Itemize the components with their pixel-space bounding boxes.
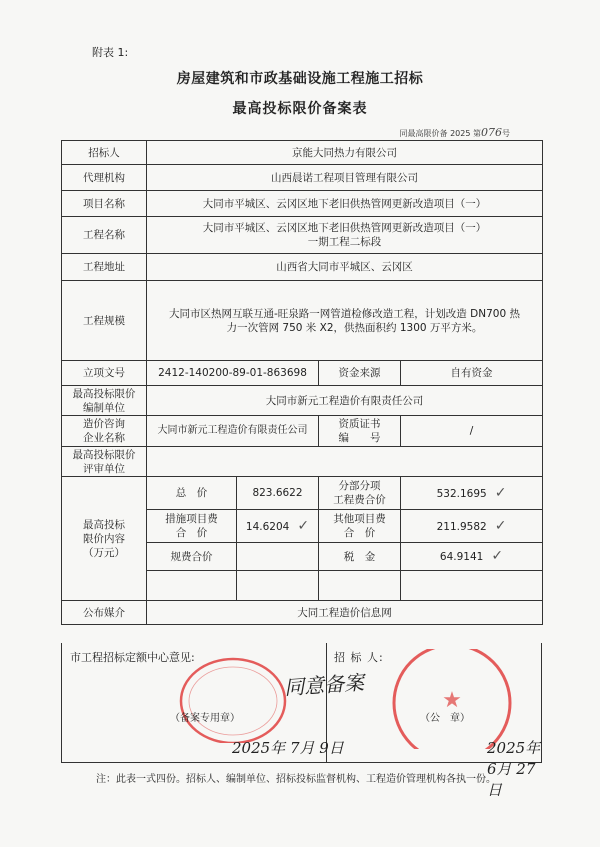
fund-source-label: 资金来源 bbox=[319, 361, 401, 386]
check-mark-icon: ✓ bbox=[494, 517, 507, 534]
measure-label bbox=[147, 510, 237, 543]
price-label-line1: 最高投标 bbox=[83, 518, 125, 531]
site-label: 工程地址 bbox=[62, 254, 147, 281]
approval-label: 立项文号 bbox=[62, 361, 147, 386]
row-reviewer bbox=[62, 447, 543, 477]
site-value: 山西省大同市平城区、云冈区 bbox=[147, 254, 543, 281]
filing-seal bbox=[178, 653, 288, 743]
reviewer-label-line2: 评审单位 bbox=[83, 462, 125, 475]
engineering-name-line2: 一期工程二标段 bbox=[307, 236, 382, 248]
reviewer-label-line1: 最高投标限价 bbox=[72, 448, 136, 461]
agency-value: 山西晨诺工程项目管理有限公司 bbox=[147, 165, 543, 191]
tax-label: 税 金 bbox=[319, 543, 401, 571]
sub-item-label-line2: 工程费合价 bbox=[333, 494, 386, 506]
other-value-cell bbox=[401, 510, 543, 543]
row-approval bbox=[62, 361, 543, 386]
cert-label-line2: 编 号 bbox=[338, 432, 381, 444]
company-seal-label: （公 章） bbox=[420, 713, 470, 724]
doc-number-prefix: 同最高限价备 2025 第 bbox=[399, 129, 481, 138]
engineering-name-label: 工程名称 bbox=[62, 217, 147, 254]
consult-value: 大同市新元工程造价有限责任公司 bbox=[147, 416, 319, 447]
compiler-value: 大同市新元工程造价有限责任公司 bbox=[147, 386, 543, 416]
compiler-label bbox=[62, 386, 147, 416]
center-opinion-title: 市工程招标定额中心意见: bbox=[70, 651, 195, 664]
row-engineering-name bbox=[62, 217, 543, 254]
row-price-total bbox=[62, 477, 543, 510]
form-title-line2: 最高投标限价备案表 bbox=[232, 101, 368, 117]
doc-number-value: 076 bbox=[481, 126, 502, 139]
check-mark-icon: ✓ bbox=[297, 517, 310, 534]
measure-label-line2: 合 价 bbox=[175, 527, 208, 539]
agency-label: 代理机构 bbox=[62, 165, 147, 191]
fee-value bbox=[237, 543, 319, 571]
tax-value: 64.9141 bbox=[439, 551, 484, 563]
row-site bbox=[62, 254, 543, 281]
blank-cell bbox=[401, 571, 543, 601]
filing-date: 2025年 7月 9日 bbox=[232, 739, 344, 757]
attachment-label: 附表 1: bbox=[92, 46, 129, 59]
price-label-line3: （万元） bbox=[83, 546, 125, 559]
row-compiler bbox=[62, 386, 543, 416]
row-tenderer bbox=[62, 141, 543, 165]
blank-cell bbox=[237, 571, 319, 601]
filing-table bbox=[61, 140, 543, 625]
cert-label-line1: 资质证书 bbox=[338, 418, 381, 430]
approval-handwriting: 同意备案 bbox=[283, 670, 365, 700]
document-number bbox=[400, 126, 510, 139]
sub-item-label-line1: 分部分项 bbox=[338, 480, 381, 492]
sub-item-value: 532.1695 bbox=[436, 487, 487, 500]
price-label bbox=[62, 477, 147, 601]
total-price-label: 总 价 bbox=[147, 477, 237, 510]
row-media bbox=[62, 601, 543, 625]
scale-label: 工程规模 bbox=[62, 281, 147, 361]
row-scale bbox=[62, 281, 543, 361]
blank-cell bbox=[147, 571, 237, 601]
row-project-name bbox=[62, 191, 543, 217]
tax-value-cell bbox=[401, 543, 543, 571]
other-label-line1: 其他项目费 bbox=[333, 513, 386, 525]
form-title-line1: 房屋建筑和市政基础设施工程施工招标 bbox=[176, 71, 424, 87]
engineering-name-line1: 大同市平城区、云冈区地下老旧供热管网更新改造项目（一） bbox=[202, 222, 487, 234]
cert-value: / bbox=[401, 416, 543, 447]
media-label: 公布媒介 bbox=[62, 601, 147, 625]
scale-value bbox=[147, 281, 543, 361]
other-label-line2: 合 价 bbox=[343, 527, 376, 539]
media-value: 大同工程造价信息网 bbox=[147, 601, 543, 625]
compiler-label-line2: 编制单位 bbox=[83, 401, 125, 414]
fee-label: 规费合价 bbox=[147, 543, 237, 571]
row-consult bbox=[62, 416, 543, 447]
sub-item-value-cell bbox=[401, 477, 543, 510]
measure-value-cell bbox=[237, 510, 319, 543]
company-seal bbox=[382, 649, 522, 749]
scale-line2: 力一次管网 750 米 X2，供热面积约 1300 万平方米。 bbox=[226, 321, 483, 334]
doc-number-suffix: 号 bbox=[502, 129, 510, 138]
blank-cell bbox=[319, 571, 401, 601]
reviewer-value bbox=[147, 447, 543, 477]
tenderer-date: 2025年 6月 27日 bbox=[487, 739, 541, 799]
sub-item-label bbox=[319, 477, 401, 510]
consult-label bbox=[62, 416, 147, 447]
reviewer-label bbox=[62, 447, 147, 477]
check-mark-icon: ✓ bbox=[494, 484, 507, 501]
filing-seal-label: （备案专用章） bbox=[170, 713, 240, 724]
tenderer-value: 京能大同热力有限公司 bbox=[147, 141, 543, 165]
svg-text:★: ★ bbox=[442, 688, 462, 713]
compiler-label-line1: 最高投标限价 bbox=[72, 387, 136, 400]
other-value: 211.9582 bbox=[436, 520, 487, 533]
project-name-label: 项目名称 bbox=[62, 191, 147, 217]
check-mark-icon: ✓ bbox=[491, 548, 504, 564]
footnote: 注：此表一式四份。招标人、编制单位、招标投标监督机构、工程造价管理机构各执一份。 bbox=[96, 774, 496, 785]
tenderer-opinion-title: 招 标 人: bbox=[334, 651, 384, 664]
cert-label bbox=[319, 416, 401, 447]
total-price-value: 823.6622 bbox=[237, 477, 319, 510]
consult-label-line1: 造价咨询 bbox=[83, 418, 125, 430]
engineering-name-value bbox=[147, 217, 543, 254]
tenderer-label: 招标人 bbox=[62, 141, 147, 165]
project-name-value: 大同市平城区、云冈区地下老旧供热管网更新改造项目（一） bbox=[147, 191, 543, 217]
scale-line1: 大同市区热网互联互通-旺泉路一网管道检修改造工程，计划改造 DN700 热 bbox=[169, 307, 520, 320]
other-label bbox=[319, 510, 401, 543]
fund-source-value: 自有资金 bbox=[401, 361, 543, 386]
price-label-line2: 限价内容 bbox=[83, 532, 125, 545]
consult-label-line2: 企业名称 bbox=[83, 432, 125, 444]
row-agency bbox=[62, 165, 543, 191]
measure-label-line1: 措施项目费 bbox=[165, 513, 218, 525]
approval-value: 2412-140200-89-01-863698 bbox=[147, 361, 319, 386]
measure-value: 14.6204 bbox=[245, 520, 290, 533]
